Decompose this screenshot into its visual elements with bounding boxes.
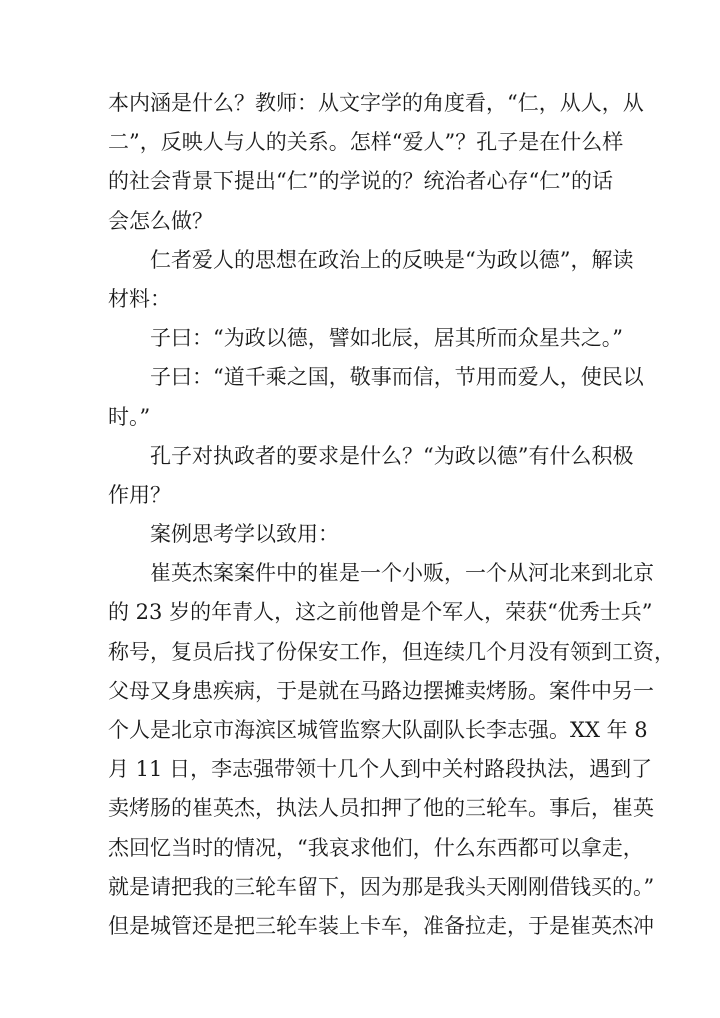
text-line: 本内涵是什么？教师：从文字学的角度看，“仁，从人，从: [108, 91, 644, 115]
text-line: 的 23 岁的年青人，这之前他曾是个军人，荣获“优秀士兵”: [108, 600, 653, 625]
text-line: 卖烤肠的崔英杰，执法人员扣押了他的三轮车。事后，崔英: [108, 796, 654, 821]
text-line: 会怎么做？: [108, 208, 213, 233]
text-line: 父母又身患疾病，于是就在马路边摆摊卖烤肠。案件中另一: [108, 678, 654, 703]
text-line: 仁者爱人的思想在政治上的反映是“为政以德”，解读: [150, 247, 634, 272]
text-line: 个人是北京市海滨区城管监察大队副队长李志强。XX 年 8: [108, 718, 648, 742]
text-line: 子曰：“为政以德，譬如北辰，居其所而众星共之。”: [150, 326, 623, 351]
text-line: 就是请把我的三轮车留下，因为那是我头天刚刚借钱买的。”: [108, 874, 655, 899]
text-line: 材料：: [108, 286, 171, 311]
text-line: 案例思考学以致用：: [150, 522, 339, 547]
text-line: 月 11 日，李志强带领十几个人到中关村路段执法，遇到了: [108, 757, 653, 782]
document-page: [108, 84, 675, 946]
text-line: 杰回忆当时的情况，“我哀求他们，什么东西都可以拿走，: [108, 835, 644, 860]
text-line: 的社会背景下提出“仁”的学说的？统治者心存“仁”的话: [108, 169, 613, 194]
text-line: 子曰：“道千乘之国，敬事而信，节用而爱人，使民以: [150, 365, 644, 390]
text-line: 二”，反映人与人的关系。怎样“爱人”？孔子是在什么样: [108, 130, 624, 155]
text-line: 孔子对执政者的要求是什么？“为政以德”有什么积极: [150, 443, 634, 468]
text-line: 崔英杰案案件中的崔是一个小贩，一个从河北来到北京: [150, 561, 654, 586]
text-line: 称号，复员后找了份保安工作，但连续几个月没有领到工资，: [108, 639, 675, 664]
text-line: 但是城管还是把三轮车装上卡车，准备拉走，于是崔英杰冲: [108, 913, 654, 938]
text-line: 时。”: [108, 404, 151, 429]
text-line: 作用？: [108, 482, 171, 507]
